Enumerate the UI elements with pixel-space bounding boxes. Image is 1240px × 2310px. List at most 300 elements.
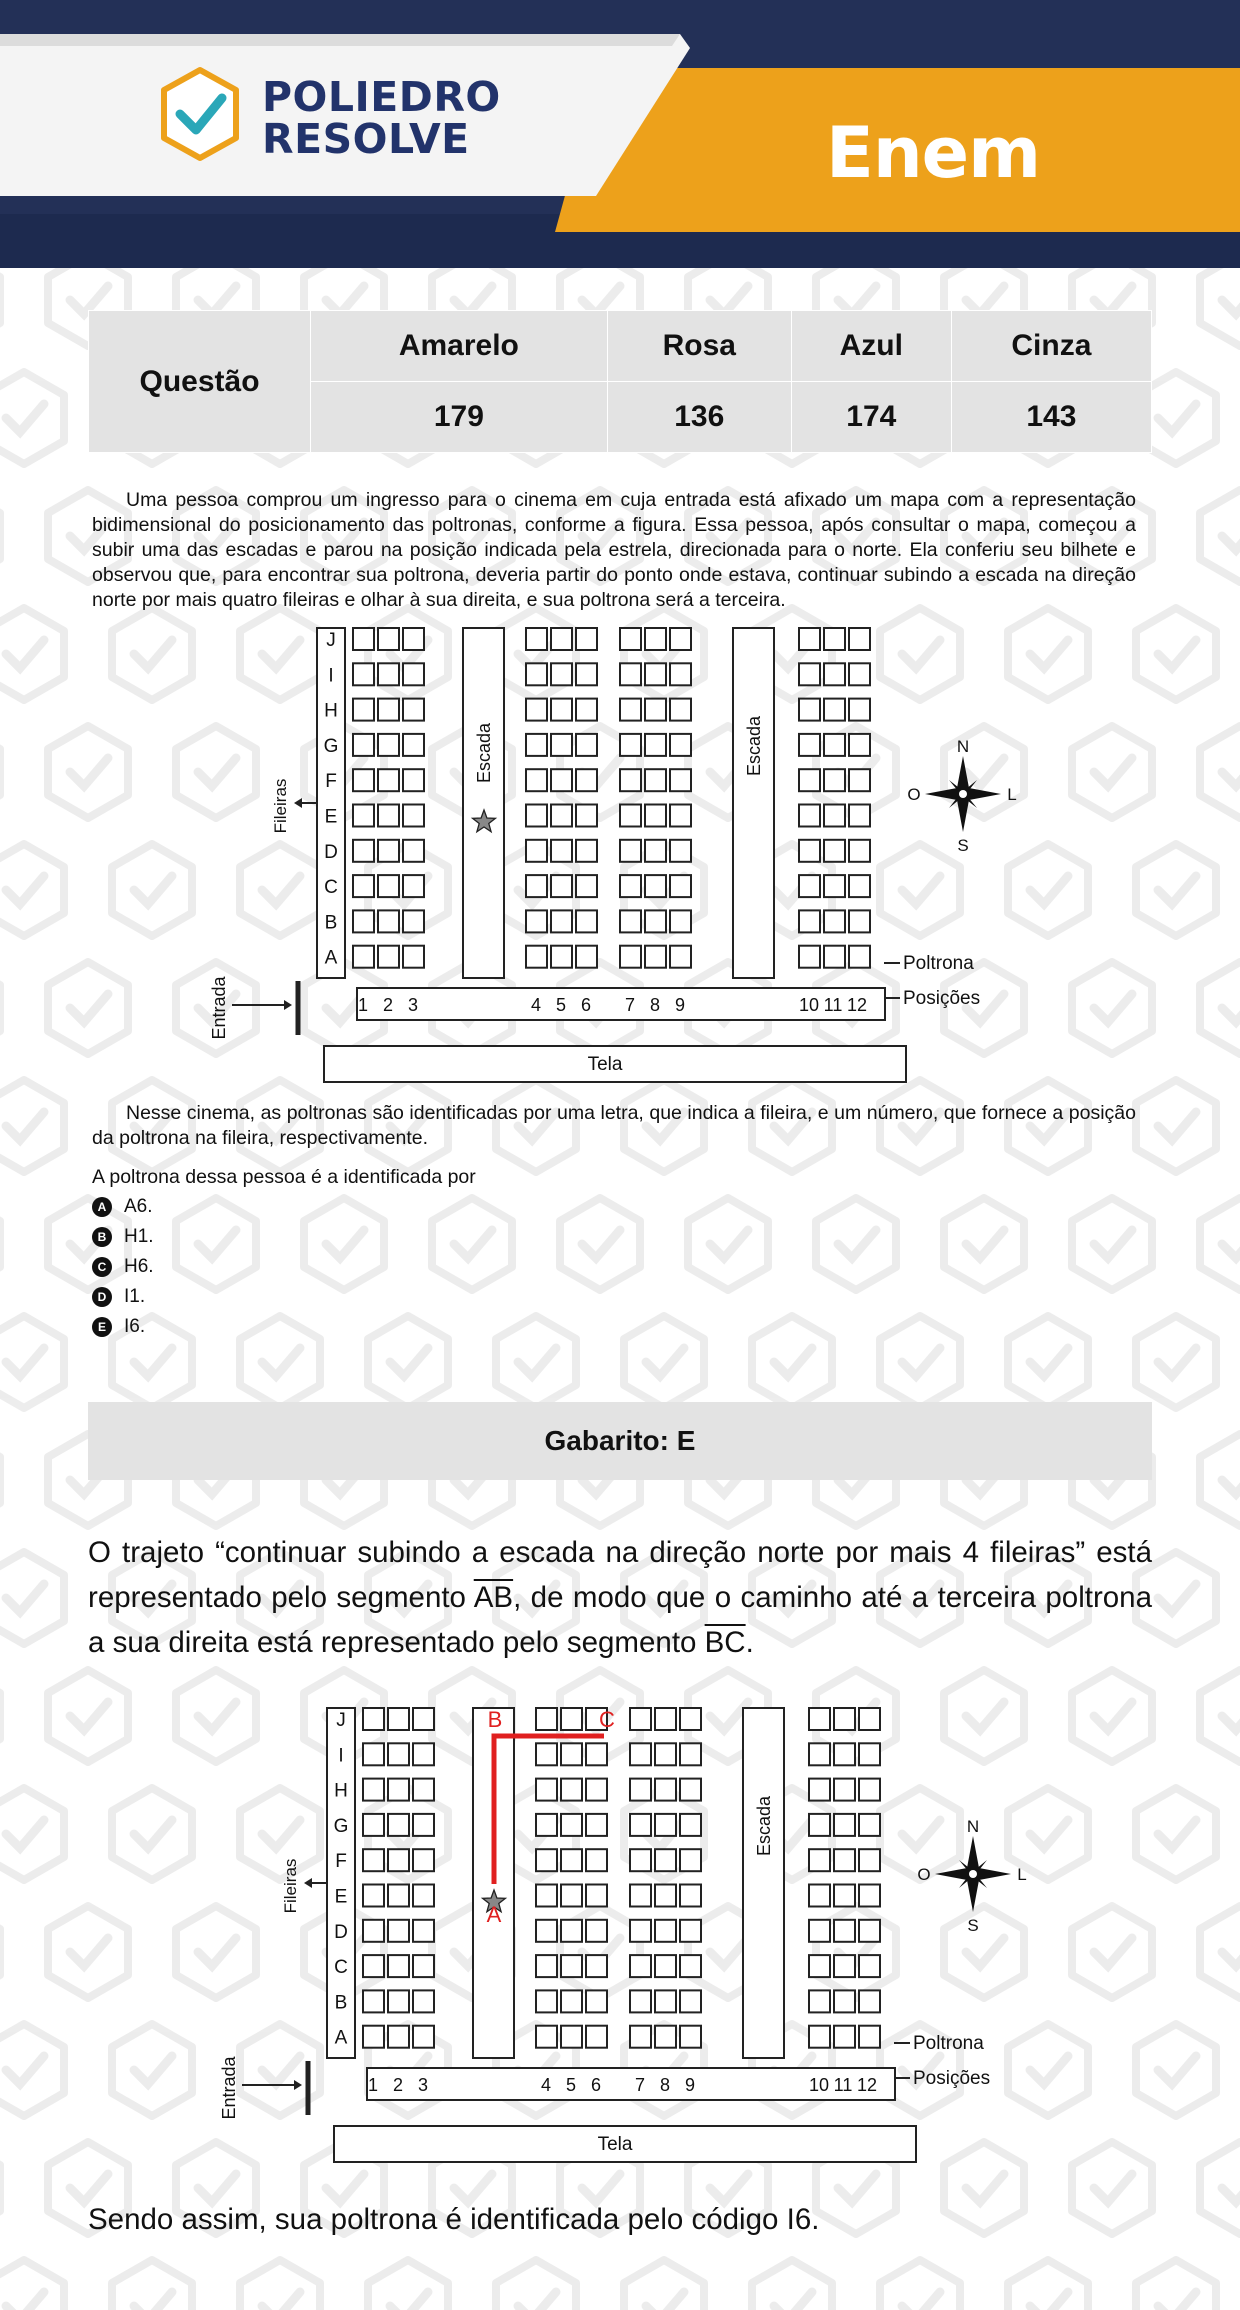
seat-j-1 [363, 1708, 384, 1730]
seat-f-11 [834, 1849, 855, 1871]
entrance-arrow-icon [284, 1000, 292, 1010]
screen-label: Tela [597, 2134, 633, 2155]
seat-c-5 [561, 1955, 582, 1977]
table-question-label: Questão [89, 311, 311, 453]
bg-check-shape [1222, 522, 1240, 550]
rows-arrow-head-icon [294, 798, 302, 808]
seat-j-4 [536, 1708, 557, 1730]
seat-i-12 [859, 1743, 880, 1765]
seat-g-2 [388, 1814, 409, 1836]
bg-check-shape [134, 2292, 172, 2310]
bg-hexagon-shape [48, 1670, 128, 1762]
seat-e-10 [799, 805, 820, 827]
option-c[interactable] [92, 1256, 154, 1278]
bg-check-shape [1158, 1584, 1196, 1612]
bg-check-shape [1094, 1702, 1132, 1730]
seat-c-11 [834, 1955, 855, 1977]
bg-check-shape [70, 758, 108, 786]
seat-f-2 [378, 769, 399, 791]
position-number-9: 9 [684, 2075, 696, 2095]
bg-check-shape [1030, 1348, 1068, 1376]
row-letter-e: E [324, 806, 338, 828]
bg-check-shape [390, 2292, 428, 2310]
bg-check-icon [368, 1316, 448, 1408]
row-letter-f: F [335, 1851, 347, 1873]
seat-c-1 [353, 875, 374, 897]
bg-check-shape [1222, 758, 1240, 786]
rows-axis-label: Fileiras [271, 778, 290, 834]
solution-paragraph [88, 1530, 1152, 1665]
bg-check-shape [6, 2292, 44, 2310]
seat-f-9 [680, 1849, 701, 1871]
seat-d-2 [378, 840, 399, 862]
bg-check-shape [198, 1230, 236, 1258]
seat-e-8 [645, 805, 666, 827]
seat-j-8 [645, 628, 666, 650]
bg-check-shape [1030, 2292, 1068, 2310]
option-b-badge: B [92, 1227, 112, 1247]
bg-check-shape [1094, 758, 1132, 786]
seat-f-8 [655, 1849, 676, 1871]
seat-e-11 [834, 1885, 855, 1907]
bg-check-shape [966, 2174, 1004, 2202]
seat-h-12 [849, 699, 870, 721]
bg-hexagon-shape [112, 608, 192, 700]
table-header-azul: Azul [791, 311, 951, 382]
seat-h-8 [655, 1779, 676, 1801]
bg-check-icon [0, 2024, 64, 2116]
bg-check-icon [112, 1788, 192, 1880]
seat-j-11 [834, 1708, 855, 1730]
seat-c-11 [824, 875, 845, 897]
bg-hexagon-shape [240, 1316, 320, 1408]
seat-d-10 [799, 840, 820, 862]
seat-j-5 [561, 1708, 582, 1730]
bg-check-icon [1200, 1670, 1240, 1762]
compass-east-label: L [1017, 1865, 1027, 1884]
bg-check-shape [1094, 2174, 1132, 2202]
seat-d-4 [536, 1920, 557, 1942]
row-letter-j: J [326, 630, 336, 651]
seat-d-11 [824, 840, 845, 862]
seat-b-8 [645, 910, 666, 932]
bg-check-shape [70, 2174, 108, 2202]
bg-check-icon [752, 1316, 832, 1408]
option-a-text: A6. [124, 1196, 153, 1217]
seat-f-4 [536, 1849, 557, 1871]
bg-check-shape [518, 2292, 556, 2310]
seat-a-1 [353, 946, 374, 968]
position-number-8: 8 [649, 995, 661, 1015]
seat-d-11 [834, 1920, 855, 1942]
seat-d-9 [670, 840, 691, 862]
seat-h-8 [645, 699, 666, 721]
seat-i-11 [834, 1743, 855, 1765]
bg-hexagon-shape [496, 2260, 576, 2310]
bg-check-icon [112, 2024, 192, 2116]
seat-h-3 [413, 1779, 434, 1801]
seat-i-8 [645, 663, 666, 685]
seat-j-7 [630, 1708, 651, 1730]
bg-check-shape [1158, 1112, 1196, 1140]
position-number-6: 6 [580, 995, 592, 1015]
bg-check-icon [624, 1316, 704, 1408]
bg-hexagon-shape [112, 1788, 192, 1880]
compass-west-label: O [917, 1865, 931, 1884]
seat-f-12 [859, 1849, 880, 1871]
option-d[interactable] [92, 1286, 145, 1308]
seat-f-11 [824, 769, 845, 791]
seat-a-11 [824, 946, 845, 968]
seat-b-12 [849, 910, 870, 932]
bg-check-icon [1136, 1080, 1216, 1172]
bg-check-icon [944, 1198, 1024, 1290]
seat-f-6 [576, 769, 597, 791]
row-letter-a: A [334, 2027, 348, 2049]
seat-e-4 [536, 1885, 557, 1907]
bg-check-shape [582, 1230, 620, 1258]
table-header-amarelo: Amarelo [311, 311, 608, 382]
option-c-badge: C [92, 1257, 112, 1277]
positions-marker-label: Posições [903, 988, 981, 1009]
entrance-label: Entrada [219, 2056, 239, 2120]
bg-check-icon [816, 1198, 896, 1290]
compass-center [969, 1870, 977, 1878]
position-number-8: 8 [659, 2075, 671, 2095]
bg-hexagon-shape [1072, 962, 1152, 1054]
bg-hexagon-shape [880, 1316, 960, 1408]
seat-a-12 [849, 946, 870, 968]
bg-check-icon [880, 1316, 960, 1408]
seat-h-7 [630, 1779, 651, 1801]
position-number-6: 6 [590, 2075, 602, 2095]
seat-g-7 [630, 1814, 651, 1836]
answer-key-banner [88, 1402, 1152, 1480]
bg-hexagon-shape [560, 1198, 640, 1290]
seat-e-9 [670, 805, 691, 827]
compass-north-label: N [966, 1817, 980, 1836]
bg-hexagon-shape [1136, 608, 1216, 700]
seat-d-9 [680, 1920, 701, 1942]
bg-check-shape [134, 2056, 172, 2084]
seat-g-12 [849, 734, 870, 756]
seat-b-1 [363, 1990, 384, 2012]
seat-b-12 [859, 1990, 880, 2012]
row-letter-h: H [324, 700, 338, 722]
bg-hexagon-shape [688, 1198, 768, 1290]
seat-i-10 [809, 1743, 830, 1765]
seat-a-5 [551, 946, 572, 968]
seat-e-6 [586, 1885, 607, 1907]
seat-a-8 [645, 946, 666, 968]
bg-check-icon [1200, 2142, 1240, 2234]
question-statement: Uma pessoa comprou um ingresso para o cinema em cuja entrada está afixado um mapa com a representação bidimensional do posicionamento das poltronas, conforme a figura. Essa pessoa, após consultar o mapa, começou a subir uma das escadas e parou na posição indicada pela estrela, direcionada para o norte. Ela conferiu seu bilhete e observou que, para encontrar sua poltrona, deveria partir do ponto onde estava, continuar subindo a escada na direção norte por mais quatro fileiras e olhar à sua direita, e sua poltrona será a terceira. [92, 489, 1136, 611]
seat-e-8 [655, 1885, 676, 1907]
seat-j-12 [849, 628, 870, 650]
bg-check-shape [134, 640, 172, 668]
position-number-11: 11 [833, 2075, 853, 2095]
bg-check-shape [902, 2292, 940, 2310]
bg-check-shape [134, 1820, 172, 1848]
bg-check-shape [1222, 1702, 1240, 1730]
bg-hexagon-shape [1136, 2260, 1216, 2310]
bg-hexagon-shape [304, 1198, 384, 1290]
bg-hexagon-shape [816, 1198, 896, 1290]
seat-b-6 [576, 910, 597, 932]
bg-hexagon-shape [112, 844, 192, 936]
row-letter-b: B [334, 1992, 348, 2014]
seat-b-5 [561, 1990, 582, 2012]
bg-check-shape [198, 2174, 236, 2202]
position-number-5: 5 [555, 995, 567, 1015]
seat-a-7 [630, 2026, 651, 2048]
seat-d-12 [859, 1920, 880, 1942]
bg-check-icon [1072, 2142, 1152, 2234]
bg-check-shape [710, 2174, 748, 2202]
bg-hexagon-shape [752, 2260, 832, 2310]
seat-j-12 [859, 1708, 880, 1730]
position-number-3: 3 [417, 2075, 429, 2095]
seat-b-9 [680, 1990, 701, 2012]
seat-d-1 [363, 1920, 384, 1942]
seat-b-7 [630, 1990, 651, 2012]
bg-check-shape [838, 2174, 876, 2202]
seat-c-6 [586, 1955, 607, 1977]
seat-d-5 [561, 1920, 582, 1942]
row-letter-d: D [324, 841, 338, 863]
bg-hexagon-shape [1136, 1080, 1216, 1172]
seat-f-1 [353, 769, 374, 791]
table-number-amarelo: 179 [311, 382, 608, 453]
bg-check-shape [1094, 1938, 1132, 1966]
bg-hexagon-shape [1072, 1670, 1152, 1762]
seat-i-1 [353, 663, 374, 685]
position-number-10: 10 [808, 2075, 830, 2095]
seat-i-3 [413, 1743, 434, 1765]
bg-check-icon [1008, 1316, 1088, 1408]
seat-i-2 [378, 663, 399, 685]
seat-e-10 [809, 1885, 830, 1907]
seat-g-8 [655, 1814, 676, 1836]
seat-a-9 [670, 946, 691, 968]
seat-h-10 [809, 1779, 830, 1801]
seat-f-5 [561, 1849, 582, 1871]
seat-h-11 [824, 699, 845, 721]
compass-south-label: S [967, 1916, 979, 1935]
seat-d-3 [403, 840, 424, 862]
seat-i-4 [536, 1743, 557, 1765]
bg-hexagon-shape [1072, 726, 1152, 818]
bg-check-icon [1072, 726, 1152, 818]
seat-i-7 [630, 1743, 651, 1765]
seat-e-3 [403, 805, 424, 827]
bg-hexagon-shape [752, 1316, 832, 1408]
bg-hexagon-shape [112, 2260, 192, 2310]
bg-check-icon [624, 2260, 704, 2310]
seat-c-1 [363, 1955, 384, 1977]
seat-f-3 [413, 1849, 434, 1871]
seat-a-6 [586, 2026, 607, 2048]
bg-check-icon [880, 2260, 960, 2310]
bg-hexagon-shape [944, 1198, 1024, 1290]
seat-h-5 [561, 1779, 582, 1801]
seat-h-5 [551, 699, 572, 721]
bg-check-icon [176, 1198, 256, 1290]
position-number-1: 1 [367, 2075, 379, 2095]
option-b[interactable] [92, 1226, 154, 1248]
seat-b-11 [834, 1990, 855, 2012]
logo-text-line1: POLIEDRO [262, 73, 501, 121]
bg-check-shape [6, 1820, 44, 1848]
question-prompt: A poltrona dessa pessoa é a identificada por [92, 1166, 476, 1188]
seat-d-12 [849, 840, 870, 862]
bg-check-icon [0, 1316, 64, 1408]
bg-check-icon [1200, 1198, 1240, 1290]
position-number-12: 12 [856, 2075, 878, 2095]
seat-i-12 [849, 663, 870, 685]
bg-hexagon-shape [624, 1316, 704, 1408]
seat-c-12 [849, 875, 870, 897]
seat-h-12 [859, 1779, 880, 1801]
question-number-table [88, 310, 1152, 453]
seat-a-1 [363, 2026, 384, 2048]
seat-e-7 [620, 805, 641, 827]
seat-c-6 [576, 875, 597, 897]
exam-title: Enem [826, 112, 1041, 194]
seat-g-11 [824, 734, 845, 756]
bg-check-shape [1222, 1938, 1240, 1966]
positions-marker-label: Posições [913, 2068, 991, 2089]
seat-f-4 [526, 769, 547, 791]
seat-c-4 [526, 875, 547, 897]
seat-j-10 [799, 628, 820, 650]
bg-check-icon [1136, 1316, 1216, 1408]
bg-check-shape [1158, 2056, 1196, 2084]
bg-check-shape [518, 1348, 556, 1376]
seat-b-2 [378, 910, 399, 932]
bg-check-icon [0, 1552, 64, 1644]
row-letter-g: G [323, 735, 339, 757]
seat-j-9 [670, 628, 691, 650]
bg-hexagon-shape [48, 726, 128, 818]
seat-b-2 [388, 1990, 409, 2012]
seat-g-1 [363, 1814, 384, 1836]
seat-f-10 [809, 1849, 830, 1871]
bg-hexagon-shape [1072, 2142, 1152, 2234]
bg-check-shape [6, 2056, 44, 2084]
seat-f-7 [620, 769, 641, 791]
seat-b-3 [413, 1990, 434, 2012]
seat-e-3 [413, 1885, 434, 1907]
seat-e-9 [680, 1885, 701, 1907]
seat-d-8 [645, 840, 666, 862]
row-letter-f: F [325, 771, 337, 793]
bg-check-shape [70, 994, 108, 1022]
bg-check-icon [0, 2260, 64, 2310]
bg-check-icon [0, 608, 64, 700]
entrance-arrow-icon [294, 2080, 302, 2090]
compass-north-label: N [956, 737, 970, 756]
seat-b-5 [551, 910, 572, 932]
bg-check-icon [688, 1198, 768, 1290]
compass-east-label: L [1007, 785, 1017, 804]
seat-h-7 [620, 699, 641, 721]
bg-check-shape [646, 2292, 684, 2310]
seat-h-1 [363, 1779, 384, 1801]
table-number-rosa: 136 [607, 382, 791, 453]
seat-f-12 [849, 769, 870, 791]
bg-check-shape [454, 2174, 492, 2202]
compass-rose-icon [925, 756, 1001, 832]
seat-c-9 [670, 875, 691, 897]
seat-i-10 [799, 663, 820, 685]
bg-check-shape [262, 2292, 300, 2310]
option-c-text: H6. [124, 1256, 154, 1277]
bg-check-icon [560, 1198, 640, 1290]
bg-check-shape [1158, 2292, 1196, 2310]
seat-h-2 [378, 699, 399, 721]
seat-a-6 [576, 946, 597, 968]
segment-ab: $\overline{AB}$ [473, 1581, 514, 1614]
point-a-label: A [486, 1902, 502, 1927]
bg-hexagon-shape [1136, 1316, 1216, 1408]
bg-hexagon-shape [176, 1198, 256, 1290]
option-e[interactable] [92, 1316, 145, 1338]
seat-f-9 [670, 769, 691, 791]
seat-d-3 [413, 1920, 434, 1942]
row-letter-b: B [324, 912, 338, 934]
seat-a-8 [655, 2026, 676, 2048]
cinema-seat-map [200, 618, 1060, 1094]
seat-b-11 [824, 910, 845, 932]
seat-d-2 [388, 1920, 409, 1942]
bg-check-icon [1072, 1906, 1152, 1998]
bg-check-shape [1158, 640, 1196, 668]
seat-j-6 [576, 628, 597, 650]
seat-g-12 [859, 1814, 880, 1836]
seat-j-4 [526, 628, 547, 650]
bg-check-shape [774, 1348, 812, 1376]
seat-f-2 [388, 1849, 409, 1871]
bg-check-icon [112, 844, 192, 936]
seat-e-1 [353, 805, 374, 827]
seat-e-5 [561, 1885, 582, 1907]
seat-h-3 [403, 699, 424, 721]
seat-c-9 [680, 1955, 701, 1977]
seat-g-9 [680, 1814, 701, 1836]
seat-a-12 [859, 2026, 880, 2048]
bg-hexagon-shape [1072, 1198, 1152, 1290]
seat-f-8 [645, 769, 666, 791]
seat-b-8 [655, 1990, 676, 2012]
bg-check-shape [582, 2174, 620, 2202]
seat-c-8 [645, 875, 666, 897]
seat-c-3 [413, 1955, 434, 1977]
bg-check-icon [48, 1906, 128, 1998]
seat-f-7 [630, 1849, 651, 1871]
seat-b-4 [526, 910, 547, 932]
seat-g-4 [536, 1814, 557, 1836]
seat-j-2 [388, 1708, 409, 1730]
point-c-label: C [599, 1707, 615, 1732]
position-number-7: 7 [624, 995, 636, 1015]
seat-c-7 [620, 875, 641, 897]
bg-check-icon [1072, 1670, 1152, 1762]
seat-i-3 [403, 663, 424, 685]
option-a[interactable] [92, 1196, 153, 1218]
row-letter-i: I [328, 665, 334, 687]
row-letter-a: A [324, 947, 338, 969]
